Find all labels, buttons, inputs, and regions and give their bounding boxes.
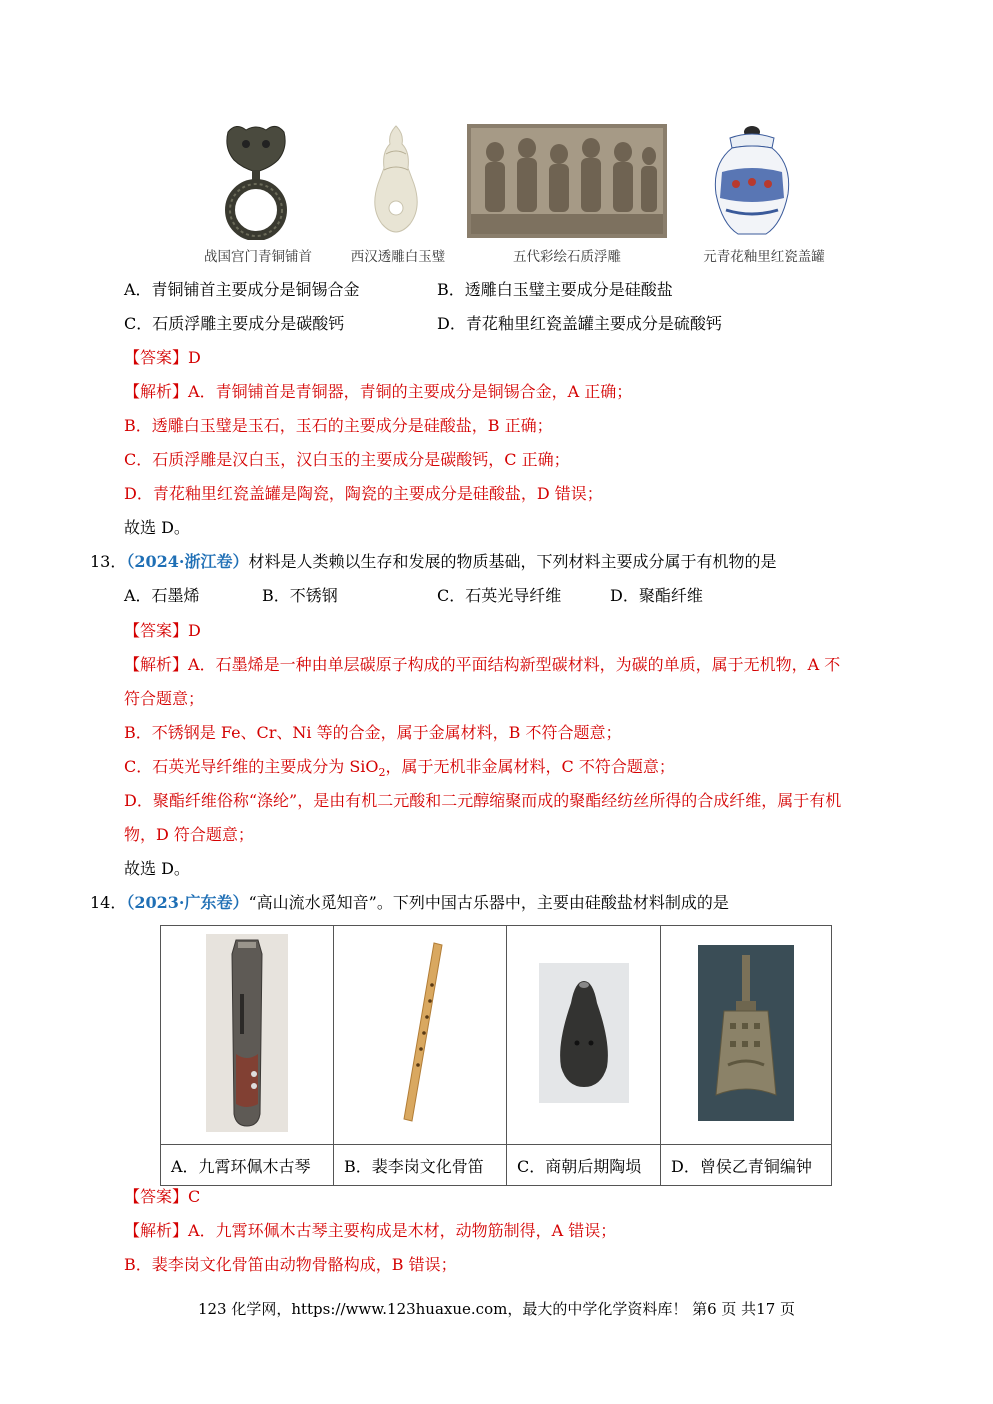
q13-answer (124, 621, 201, 641)
q13-analysis-d2: 物，D 符合题意； (124, 825, 254, 844)
answer-label: 【答案】 (124, 1187, 189, 1206)
q13-stem (90, 552, 777, 572)
answer-label: 【答案】 (124, 621, 189, 640)
analysis-text: A．青铜铺首是青铜器，青铜的主要成分是铜锡合金，A 正确； (188, 382, 633, 401)
caption-jade-disc: 西汉透雕白玉璧 (350, 249, 446, 265)
q14-analysis-a (124, 1221, 616, 1241)
bronze-door-knocker-image (222, 122, 290, 240)
q14-answer (124, 1187, 200, 1207)
q14-stem (90, 893, 729, 913)
q13-analysis-d1: D．聚酯纤维俗称“涤纶”，是由有机二元酸和二元醇缩聚而成的聚酯经纺丝所得的合成纤维，属于有机 (124, 791, 842, 810)
bone-flute-image (376, 939, 464, 1127)
label-pottery-xun: C．商朝后期陶埙 (507, 1145, 661, 1186)
q12-answer (124, 348, 201, 368)
analysis-text: A．九霄环佩木古琴主要构成是木材，动物筋制得，A 错误； (188, 1221, 617, 1240)
blue-white-porcelain-jar-image (712, 124, 792, 238)
question-text: “高山流水觅知音”。下列中国古乐器中，主要由硅酸盐材料制成的是 (248, 893, 729, 912)
q12-option-a: A．青铜铺首主要成分是铜锡合金 (124, 280, 360, 299)
q13-option-b: B．不锈钢 (262, 586, 338, 605)
wooden-guqin-image (206, 934, 288, 1132)
q13-conclusion: 故选 D。 (124, 859, 190, 878)
q12-analysis-a (124, 382, 632, 402)
caption-stone-relief: 五代彩绘石质浮雕 (513, 249, 621, 265)
q12-analysis-c: C．石质浮雕是汉白玉，汉白玉的主要成分是碳酸钙，C 正确； (124, 450, 570, 469)
guqin-cell (161, 926, 334, 1145)
analysis-text: A．石墨烯是一种由单层碳原子构成的平面结构新型碳材料，为碳的单质，属于无机物，A 不 (188, 655, 841, 674)
pottery-xun-cell (507, 926, 661, 1145)
caption-porcelain-jar: 元青花釉里红瓷盖罐 (703, 249, 825, 265)
label-bronze-bell: D．曾侯乙青铜编钟 (661, 1145, 832, 1186)
question-source: （2024·浙江卷） (126, 552, 249, 571)
page-footer: 123 化学网，https://www.123huaxue.com，最大的中学化学资料库！ 第6 页 共17 页 (197, 1300, 796, 1318)
q13-analysis-b: B．不锈钢是 Fe、Cr、Ni 等的合金，属于金属材料，B 不符合题意； (124, 723, 622, 742)
q12-option-b: B．透雕白玉璧主要成分是硅酸盐 (437, 280, 673, 299)
jade-bi-disc-image (370, 124, 422, 238)
subscript: 2 (378, 766, 386, 780)
bronze-bell-cell (661, 926, 832, 1145)
q14-analysis-b: B．裴李岗文化骨笛由动物骨骼构成，B 错误； (124, 1255, 457, 1274)
q12-analysis-d: D．青花釉里红瓷盖罐是陶瓷，陶瓷的主要成分是硅酸盐，D 错误； (124, 484, 603, 503)
question-number: 13． (90, 552, 127, 571)
answer-value: D (188, 621, 201, 640)
q13-option-d: D．聚酯纤维 (610, 586, 703, 605)
analysis-text: ，属于无机非金属材料，C 不符合题意； (385, 757, 675, 776)
q12-option-d: D．青花釉里红瓷盖罐主要成分是硫酸钙 (437, 314, 722, 333)
label-bone-flute: B．裴李岗文化骨笛 (334, 1145, 507, 1186)
question-text: 材料是人类赖以生存和发展的物质基础，下列材料主要成分属于有机物的是 (248, 552, 777, 571)
q12-analysis-b: B．透雕白玉璧是玉石，玉石的主要成分是硅酸盐，B 正确； (124, 416, 553, 435)
instrument-table (160, 925, 832, 1186)
q13-analysis-c (124, 757, 675, 783)
q13-analysis-a2: 符合题意； (124, 689, 205, 708)
answer-value: C (188, 1187, 201, 1206)
pottery-xun-image (539, 963, 629, 1103)
analysis-text: C．石英光导纤维的主要成分为 SiO (124, 757, 379, 776)
q12-option-c: C．石质浮雕主要成分是碳酸钙 (124, 314, 345, 333)
question-source: （2023·广东卷） (126, 893, 249, 912)
label-guqin: A．九霄环佩木古琴 (161, 1145, 334, 1186)
question-number: 14． (90, 893, 127, 912)
analysis-label: 【解析】 (124, 655, 189, 674)
answer-value: D (188, 348, 201, 367)
q13-option-a: A．石墨烯 (124, 586, 200, 605)
q12-conclusion: 故选 D。 (124, 518, 190, 537)
analysis-label: 【解析】 (124, 382, 189, 401)
q13-analysis-a1 (124, 655, 840, 675)
stone-relief-image (467, 124, 667, 238)
caption-bronze-knocker: 战国宫门青铜铺首 (204, 249, 312, 265)
bronze-bell-image (698, 945, 794, 1121)
analysis-label: 【解析】 (124, 1221, 189, 1240)
q13-option-c: C．石英光导纤维 (437, 586, 562, 605)
answer-label: 【答案】 (124, 348, 189, 367)
bone-flute-cell (334, 926, 507, 1145)
